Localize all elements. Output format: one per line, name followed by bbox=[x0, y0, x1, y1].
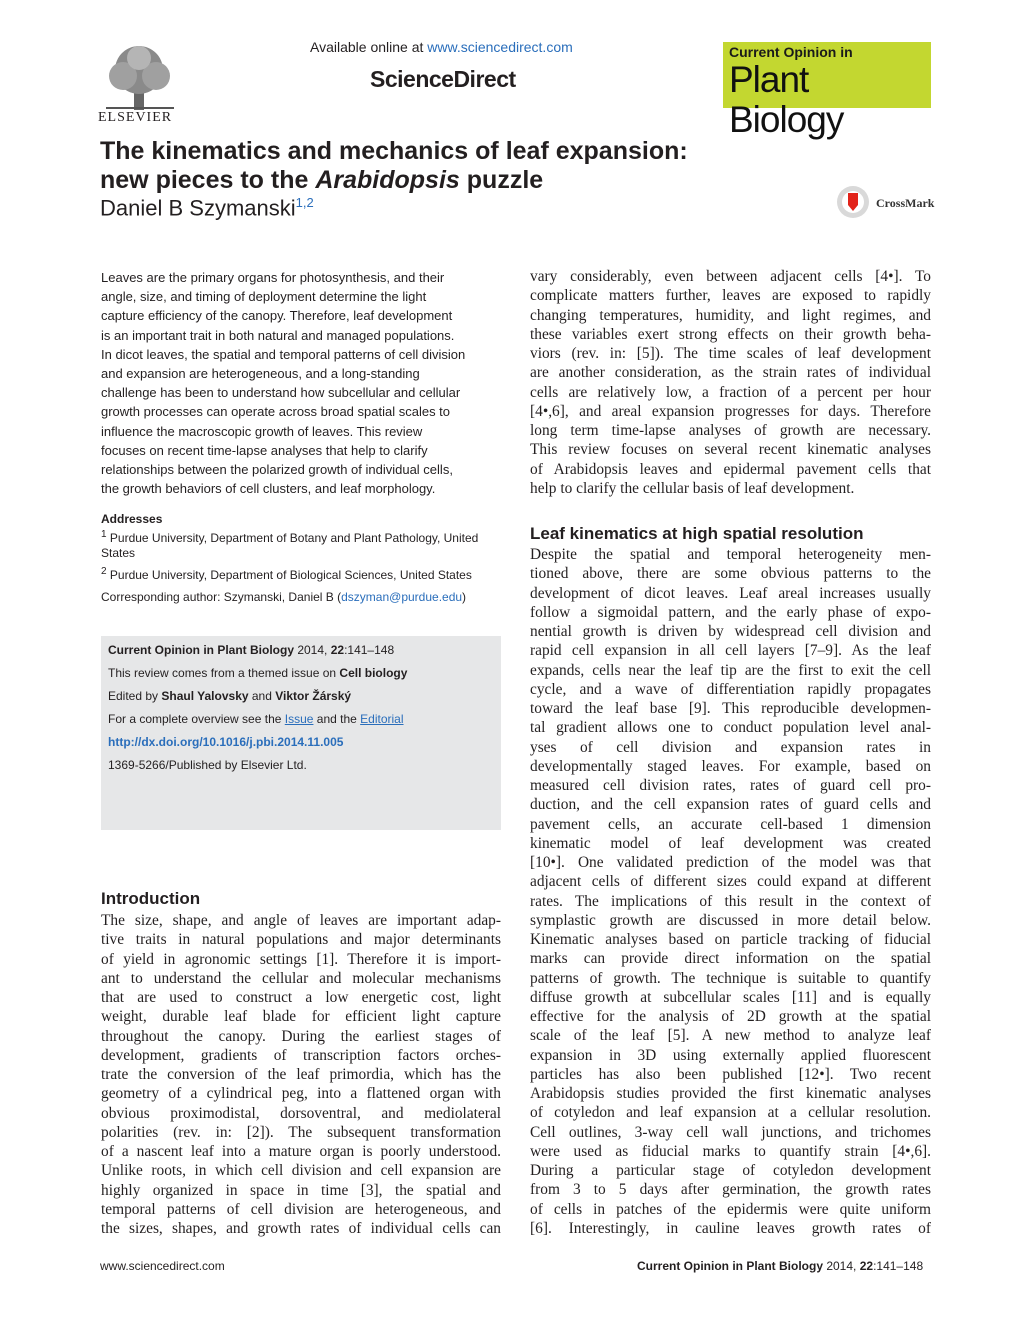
info-edited-prefix: Edited by bbox=[108, 689, 162, 703]
crossmark-icon bbox=[836, 185, 870, 219]
abstract-line: growth processes can operate across broad spatial scales to bbox=[101, 404, 451, 420]
corresponding-email-link[interactable]: dszyman@purdue.edu bbox=[341, 590, 463, 604]
introduction-text bbox=[101, 911, 501, 1238]
right-line: cells are relatively low, a fraction of a percent per hour bbox=[530, 383, 931, 401]
lk-line: toward the leaf base [9]. This reproducible developmen- bbox=[530, 700, 931, 717]
footer-url[interactable]: www.sciencedirect.com bbox=[100, 1259, 225, 1273]
footer-volume: 22 bbox=[859, 1259, 874, 1273]
abstract bbox=[101, 268, 501, 498]
lk-line: adjacent cells of different sizes could expand at different bbox=[530, 873, 931, 891]
lk-line: of cotyledon and leaf expansion at a cellular resolution. bbox=[530, 1104, 931, 1122]
address-1-line2: States bbox=[101, 546, 136, 560]
abstract-line: and expansion are heterogeneous, and a long-standing bbox=[101, 366, 420, 382]
abstract-line: Leaves are the primary organs for photosynthesis, and their bbox=[101, 270, 445, 285]
info-journal-name: Current Opinion in Plant Biology bbox=[108, 643, 294, 657]
intro-line: The size, shape, and angle of leaves are important adap- bbox=[101, 912, 501, 929]
author-line bbox=[100, 195, 314, 221]
info-overview-prefix: For a complete overview see the bbox=[108, 712, 285, 726]
address-1-sup: 1 bbox=[101, 529, 107, 540]
lk-line: pavement cells, an accurate cell-based 1 dimension bbox=[530, 815, 931, 833]
intro-line: highly organized in space in time [3], the spatial and bbox=[101, 1181, 501, 1199]
right-line: viors (rev. in: [5]). The time scales of leaf development bbox=[530, 345, 931, 362]
title-line2 bbox=[100, 166, 800, 195]
lk-line: During a particular stage of cotyledon development bbox=[530, 1162, 931, 1179]
lk-line: development of dicot leaves. Leaf areal increases usually bbox=[530, 584, 931, 602]
info-volume: 22 bbox=[330, 643, 345, 657]
address-1 bbox=[101, 527, 501, 546]
lk-line: expands, cells near the leaf tip are the first to exit the cell bbox=[530, 661, 931, 679]
title-genus: Arabidopsis bbox=[315, 166, 460, 194]
right-line: complicate matters further, leaves are exposed to rapidly bbox=[530, 287, 931, 305]
author-name: Daniel B Szymanski bbox=[100, 195, 296, 221]
lk-line: rates. The implications of this result in the context of bbox=[530, 892, 931, 910]
lk-line: [6]. Interestingly, in cauline leaves growth rates of bbox=[530, 1219, 931, 1237]
corresponding-author bbox=[101, 590, 501, 604]
corresponding-prefix: Corresponding author: Szymanski, Daniel B ( bbox=[101, 590, 342, 604]
right-line: changing temperatures, humidity, and light regimes, and bbox=[530, 306, 931, 324]
lk-line: Kinematic analyses based on particle tracking of fiducial bbox=[530, 931, 931, 948]
abstract-line: the growth behaviors of cell clusters, and leaf morphology. bbox=[101, 481, 436, 497]
lk-line: cycle, and a wave of differentiation rapidly propagates bbox=[530, 680, 931, 698]
info-edited-and: and bbox=[248, 689, 276, 703]
introduction-heading: Introduction bbox=[101, 889, 201, 908]
lk-line: developmentally staged leaves. For example, based on bbox=[530, 757, 931, 775]
intro-line: geometry of a cylindrical peg, into a flattened organ with bbox=[101, 1085, 501, 1103]
leaf-kinematics-heading: Leaf kinematics at high spatial resolution bbox=[530, 524, 864, 543]
right-line: these variables exert strong effects on their growth beha- bbox=[530, 325, 931, 343]
intro-line: Unlike roots, in which cell division and cell expansion are bbox=[101, 1162, 501, 1180]
lk-line: expansion in 3D using externally applied fluorescent bbox=[530, 1046, 931, 1064]
intro-line: polarities (rev. in: [2]). The subsequent transformation bbox=[101, 1123, 501, 1141]
lk-line: follow a sigmoidal pattern, and the early phase of expo- bbox=[530, 603, 931, 621]
title-line1: The kinematics and mechanics of leaf expansion: bbox=[100, 137, 688, 165]
title-line2-pre: new pieces to the bbox=[100, 166, 316, 194]
abstract-line: challenge has been to understand how subcellular and cellular bbox=[101, 385, 461, 401]
article-info-box bbox=[101, 636, 501, 830]
right-line: of Arabidopsis leaves and epidermal pavement cells that bbox=[530, 460, 931, 478]
right-line: vary considerably, even between adjacent cells [4•]. To bbox=[530, 268, 931, 285]
lk-line: Cell outlines, 3-way cell wall junctions, and trichomes bbox=[530, 1123, 931, 1141]
footer-year: 2014, bbox=[823, 1259, 860, 1273]
intro-line: of yield in agronomic settings [1]. Therefore it is import- bbox=[101, 950, 501, 968]
abstract-line: is an important trait in both natural and managed populations. bbox=[101, 327, 455, 343]
intro-line: throughout the canopy. During the earliest stages of bbox=[101, 1027, 501, 1045]
article-title bbox=[100, 137, 800, 195]
lk-line: symplastic growth are discussed in more detail below. bbox=[530, 911, 931, 929]
info-copyright: 1369-5266/Published by Elsevier Ltd. bbox=[108, 758, 307, 772]
available-prefix: Available online at bbox=[310, 39, 428, 55]
info-year: 2014, bbox=[294, 643, 331, 657]
intro-line: tive traits in natural populations and major determinants bbox=[101, 931, 501, 949]
publisher-name: ELSEVIER bbox=[98, 110, 173, 125]
author-affiliation-sup[interactable]: 1,2 bbox=[295, 195, 314, 210]
lk-line: scale of the leaf [5]. A new method to analyze leaf bbox=[530, 1027, 931, 1045]
sciencedirect-link[interactable]: www.sciencedirect.com bbox=[427, 39, 573, 55]
lk-line: measured cell division rates, rates of guard cell pro- bbox=[530, 777, 931, 794]
info-editor-2: Viktor Žárský bbox=[275, 689, 352, 703]
intro-line: temporal patterns of cell division are heterogeneous, and bbox=[101, 1200, 501, 1218]
sciencedirect-logo: ScienceDirect bbox=[370, 66, 516, 92]
intro-line: of a nascent leaf into a mature organ is poorly understood. bbox=[101, 1143, 501, 1160]
address-2 bbox=[101, 564, 501, 583]
leaf-kinematics-text bbox=[530, 545, 931, 1238]
intro-line: the sizes, shapes, and growth rates of individual cells can bbox=[101, 1220, 501, 1237]
abstract-line: In dicot leaves, the spatial and temporal patterns of cell division bbox=[101, 346, 466, 362]
editorial-link[interactable]: Editorial bbox=[360, 712, 404, 726]
intro-line: obvious proximodistal, dorsoventral, and mediolateral bbox=[101, 1104, 501, 1122]
lk-line: kinematic model of leaf development was created bbox=[530, 834, 931, 852]
lk-line: Arabidopsis studies provided the first kinematic analyses bbox=[530, 1085, 931, 1102]
footer-pages: :141–148 bbox=[873, 1259, 924, 1273]
lk-line: of cells in patches of the epidermis were quite uniform bbox=[530, 1200, 931, 1218]
intro-line: weight, durable leaf blade for efficient light capture bbox=[101, 1008, 501, 1026]
addresses-heading: Addresses bbox=[101, 512, 163, 526]
info-citation bbox=[108, 643, 494, 658]
abstract-line: influence the macroscopic growth of leaves. This review bbox=[101, 423, 423, 439]
right-line: are another consideration, as the strain rates of individual bbox=[530, 364, 931, 382]
info-theme-prefix: This review comes from a themed issue on bbox=[108, 666, 340, 680]
abstract-line: angle, size, and timing of deployment determine the light bbox=[101, 289, 427, 305]
lk-line: particles has also been published [12•]. Two recent bbox=[530, 1065, 931, 1083]
info-overview bbox=[108, 712, 494, 727]
address-1-line1: Purdue University, Department of Botany and Plant Pathology, United bbox=[109, 531, 479, 545]
right-line: long term time-lapse analyses of growth are necessary. bbox=[530, 422, 931, 439]
lk-line: marks can provide direct information on the spatial bbox=[530, 950, 931, 968]
right-line: This review focuses on several recent kinematic analyses bbox=[530, 441, 931, 459]
lk-line: rapid cell expansion in all cell layers [7–9]. As the leaf bbox=[530, 642, 931, 660]
issue-link[interactable]: Issue bbox=[284, 712, 314, 726]
abstract-line: relationships between the polarized growth of individual cells, bbox=[101, 462, 453, 478]
addresses bbox=[101, 512, 501, 583]
intro-line: trate the conversion of the leaf primordia, which has the bbox=[101, 1066, 501, 1083]
crossmark-label: CrossMark bbox=[876, 196, 935, 210]
info-theme bbox=[108, 666, 494, 681]
lk-line: from 3 to 5 days after germination, the growth rates bbox=[530, 1181, 931, 1199]
doi-link[interactable]: http://dx.doi.org/10.1016/j.pbi.2014.11.005 bbox=[108, 735, 344, 749]
abstract-line: capture efficiency of the canopy. Therefore, leaf development bbox=[101, 308, 453, 324]
intro-line: that are used to construct a low energetic cost, light bbox=[101, 989, 501, 1006]
info-overview-and: and the bbox=[313, 712, 361, 726]
lk-line: were used as fiducial marks to quantify strain [4•,6]. bbox=[530, 1142, 931, 1160]
elsevier-logo bbox=[98, 42, 182, 128]
lk-line: duction, and the cell expansion rates of guard cells and bbox=[530, 796, 931, 814]
crossmark-badge[interactable] bbox=[836, 185, 936, 221]
corresponding-suffix: ) bbox=[462, 590, 467, 604]
journal-logo-line2: Plant Biology bbox=[729, 59, 844, 140]
title-line2-post: puzzle bbox=[459, 166, 544, 194]
address-2-text: Purdue University, Department of Biological Sciences, United States bbox=[109, 568, 472, 582]
address-2-sup: 2 bbox=[101, 566, 107, 577]
info-editors bbox=[108, 689, 494, 704]
right-line: [4•,6], and areal expansion progresses for days. Therefore bbox=[530, 402, 931, 420]
lk-line: tal gradient allows one to conduct population level anal- bbox=[530, 719, 931, 737]
lk-line: effective for the analysis of 2D growth at the spatial bbox=[530, 1008, 931, 1025]
lk-line: tioned above, there are some obvious patterns to the bbox=[530, 565, 931, 583]
info-pages: :141–148 bbox=[344, 643, 395, 657]
footer-journal: Current Opinion in Plant Biology bbox=[637, 1259, 823, 1273]
lk-line: patterns of growth. The technique is suitable to quantify bbox=[530, 969, 931, 987]
lk-line: [10•]. One validated prediction of the model was that bbox=[530, 854, 931, 871]
intro-line: ant to understand the cellular and molecular mechanisms bbox=[101, 969, 501, 987]
journal-logo bbox=[723, 42, 931, 140]
intro-line: development, gradients of transcription factors orches- bbox=[101, 1046, 501, 1064]
available-online bbox=[310, 39, 573, 55]
footer-citation bbox=[637, 1259, 923, 1273]
abstract-line: focuses on recent time-lapse analyses that help to clarify bbox=[101, 442, 428, 458]
right-column-paragraph bbox=[530, 267, 931, 498]
right-line: help to clarify the cellular basis of leaf development. bbox=[530, 479, 855, 497]
info-editor-1: Shaul Yalovsky bbox=[161, 689, 249, 703]
lk-line: diffuse growth at subcellular scales [11] and is equally bbox=[530, 988, 931, 1006]
lk-line: Despite the spatial and temporal heterogeneity men- bbox=[530, 546, 931, 563]
lk-line: yses of cell division and expansion rates in bbox=[530, 738, 931, 756]
info-theme-name: Cell biology bbox=[339, 666, 408, 680]
journal-logo-line1: Current Opinion in bbox=[729, 44, 853, 60]
lk-line: nential growth is driven by widespread cell division and bbox=[530, 623, 931, 640]
